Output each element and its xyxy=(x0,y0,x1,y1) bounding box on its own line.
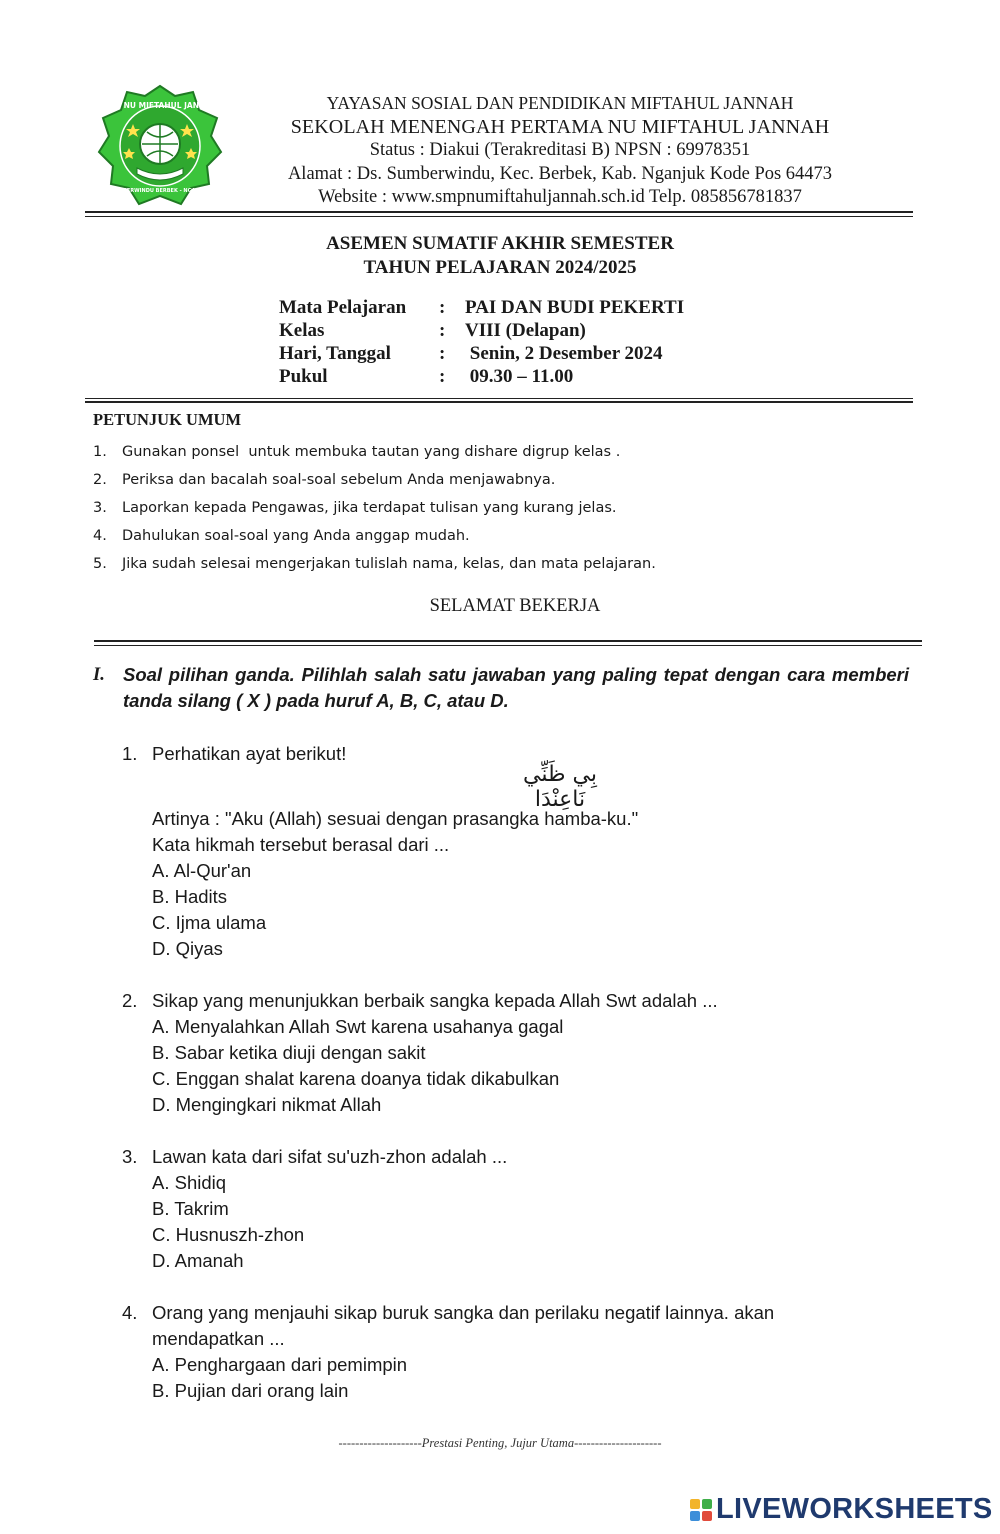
option-c[interactable]: C. Husnuszh-zhon xyxy=(152,1224,305,1245)
logo-top-text: SMP NU MIFTAHUL JANNAH xyxy=(102,101,218,110)
option-d[interactable]: D. Mengingkari nikmat Allah xyxy=(152,1094,382,1115)
question-1-body xyxy=(122,806,638,962)
closing-text: SELAMAT BEKERJA xyxy=(429,596,601,616)
meta-key: Hari, Tanggal xyxy=(279,343,391,364)
page-footer: --------------------Prestasi Penting, Jujur Utama--------------------- xyxy=(338,1436,662,1450)
question-prompt: Kata hikmah tersebut berasal dari ... xyxy=(152,834,450,855)
question-text: Orang yang menjauhi sikap buruk sangka dan perilaku negatif lainnya. akan xyxy=(152,1302,775,1323)
list-number: 1. xyxy=(93,444,107,460)
header-divider-thin xyxy=(85,216,913,217)
exam-meta xyxy=(279,296,684,388)
list-number: 2. xyxy=(93,472,107,488)
question-meaning: Artinya : "Aku (Allah) sesuai dengan prasangka hamba-ku." xyxy=(152,808,639,829)
list-text: Laporkan kepada Pengawas, jika terdapat tulisan yang kurang jelas. xyxy=(122,500,617,516)
option-b[interactable]: B. Pujian dari orang lain xyxy=(152,1380,349,1401)
question-3 xyxy=(122,1144,507,1274)
list-number: 5. xyxy=(93,556,107,572)
meta-colon: : xyxy=(439,343,446,364)
question-2 xyxy=(122,988,718,1118)
exam-year: TAHUN PELAJARAN 2024/2025 xyxy=(363,257,637,278)
section-instruction xyxy=(93,662,909,714)
liveworksheets-wordmark: LIVEWORKSHEETS xyxy=(716,1493,993,1525)
meta-divider-thin xyxy=(85,398,913,399)
arabic-verse: بِي ظَنِّي نَاعِنْدَا xyxy=(523,762,597,812)
list-number: 3. xyxy=(93,500,107,516)
option-d[interactable]: D. Qiyas xyxy=(152,938,223,959)
meta-key: Kelas xyxy=(279,320,325,341)
question-text: Sikap yang menunjukkan berbaik sangka kepada Allah Swt adalah ... xyxy=(152,990,718,1011)
list-item xyxy=(93,469,656,497)
question-number: 1. xyxy=(122,743,138,764)
liveworksheets-tiles-icon xyxy=(690,1499,712,1521)
option-a[interactable]: A. Al-Qur'an xyxy=(152,860,252,881)
meta-row-subject xyxy=(279,296,684,319)
logo-bottom-text: SUMBERWINDU BERBEK - NGANJUK xyxy=(110,188,210,194)
liveworksheets-logo xyxy=(690,1493,993,1526)
list-item xyxy=(93,497,656,525)
option-a[interactable]: A. Penghargaan dari pemimpin xyxy=(152,1354,408,1375)
question-number: 2. xyxy=(122,990,138,1011)
list-item xyxy=(93,553,656,581)
meta-divider xyxy=(85,401,913,403)
school-website: Website : www.smpnumiftahuljannah.sch.id Telp. 085856781837 xyxy=(318,187,802,207)
option-b[interactable]: B. Sabar ketika diuji dengan sakit xyxy=(152,1042,426,1063)
exam-title: ASEMEN SUMATIF AKHIR SEMESTER xyxy=(326,233,674,254)
list-item xyxy=(93,525,656,553)
meta-value: 09.30 – 11.00 xyxy=(465,366,574,387)
school-address: Alamat : Ds. Sumberwindu, Kec. Berbek, Kab. Nganjuk Kode Pos 64473 xyxy=(287,163,833,184)
list-text: Dahulukan soal-soal yang Anda anggap mudah. xyxy=(122,528,470,544)
list-text: Gunakan ponsel untuk membuka tautan yang dishare digrup kelas . xyxy=(122,444,621,460)
question-1 xyxy=(122,741,346,767)
meta-colon: : xyxy=(439,366,446,387)
question-text: Lawan kata dari sifat su'uzh-zhon adalah ... xyxy=(152,1146,508,1167)
meta-row-time xyxy=(279,365,684,388)
school-name: SEKOLAH MENENGAH PERTAMA NU MIFTAHUL JANNAH xyxy=(290,115,830,138)
list-item xyxy=(93,441,656,469)
section-divider xyxy=(94,640,922,642)
school-logo xyxy=(95,84,225,208)
option-d[interactable]: D. Amanah xyxy=(152,1250,244,1271)
meta-key: Pukul xyxy=(279,366,328,387)
question-text: Perhatikan ayat berikut! xyxy=(152,743,347,764)
letterhead xyxy=(250,92,870,210)
option-a[interactable]: A. Menyalahkan Allah Swt karena usahanya gagal xyxy=(152,1016,564,1037)
instructions-list xyxy=(93,441,656,581)
option-a[interactable]: A. Shidiq xyxy=(152,1172,227,1193)
meta-value: Senin, 2 Desember 2024 xyxy=(465,343,663,364)
option-c[interactable]: C. Enggan shalat karena doanya tidak dikabulkan xyxy=(152,1068,560,1089)
section-number: I. xyxy=(93,665,105,685)
header-divider xyxy=(85,211,913,213)
instructions-title: PETUNJUK UMUM xyxy=(93,410,242,429)
meta-value: PAI DAN BUDI PEKERTI xyxy=(465,297,685,318)
question-number: 4. xyxy=(122,1302,138,1323)
list-number: 4. xyxy=(93,528,107,544)
question-4 xyxy=(122,1300,774,1404)
meta-colon: : xyxy=(439,320,446,341)
section-divider-thin xyxy=(94,645,922,646)
list-text: Periksa dan bacalah soal-soal sebelum Anda menjawabnya. xyxy=(122,472,556,488)
section-text: Soal pilihan ganda. Pilihlah salah satu jawaban yang paling tepat dengan cara memberi tanda silang ( X ) pada huruf A, B, C, atau D. xyxy=(123,664,909,711)
meta-key: Mata Pelajaran xyxy=(279,297,407,318)
meta-row-class xyxy=(279,319,684,342)
question-number: 3. xyxy=(122,1146,138,1167)
option-b[interactable]: B. Takrim xyxy=(152,1198,229,1219)
question-text-cont: mendapatkan ... xyxy=(152,1328,285,1349)
option-b[interactable]: B. Hadits xyxy=(152,886,228,907)
meta-value: VIII (Delapan) xyxy=(465,320,586,341)
option-c[interactable]: C. Ijma ulama xyxy=(152,912,267,933)
foundation-name: YAYASAN SOSIAL DAN PENDIDIKAN MIFTAHUL JANNAH xyxy=(326,93,794,113)
meta-row-date xyxy=(279,342,684,365)
school-status: Status : Diakui (Terakreditasi B) NPSN : 69978351 xyxy=(369,140,751,160)
list-text: Jika sudah selesai mengerjakan tulislah nama, kelas, dan mata pelajaran. xyxy=(122,556,656,572)
meta-colon: : xyxy=(439,297,446,318)
